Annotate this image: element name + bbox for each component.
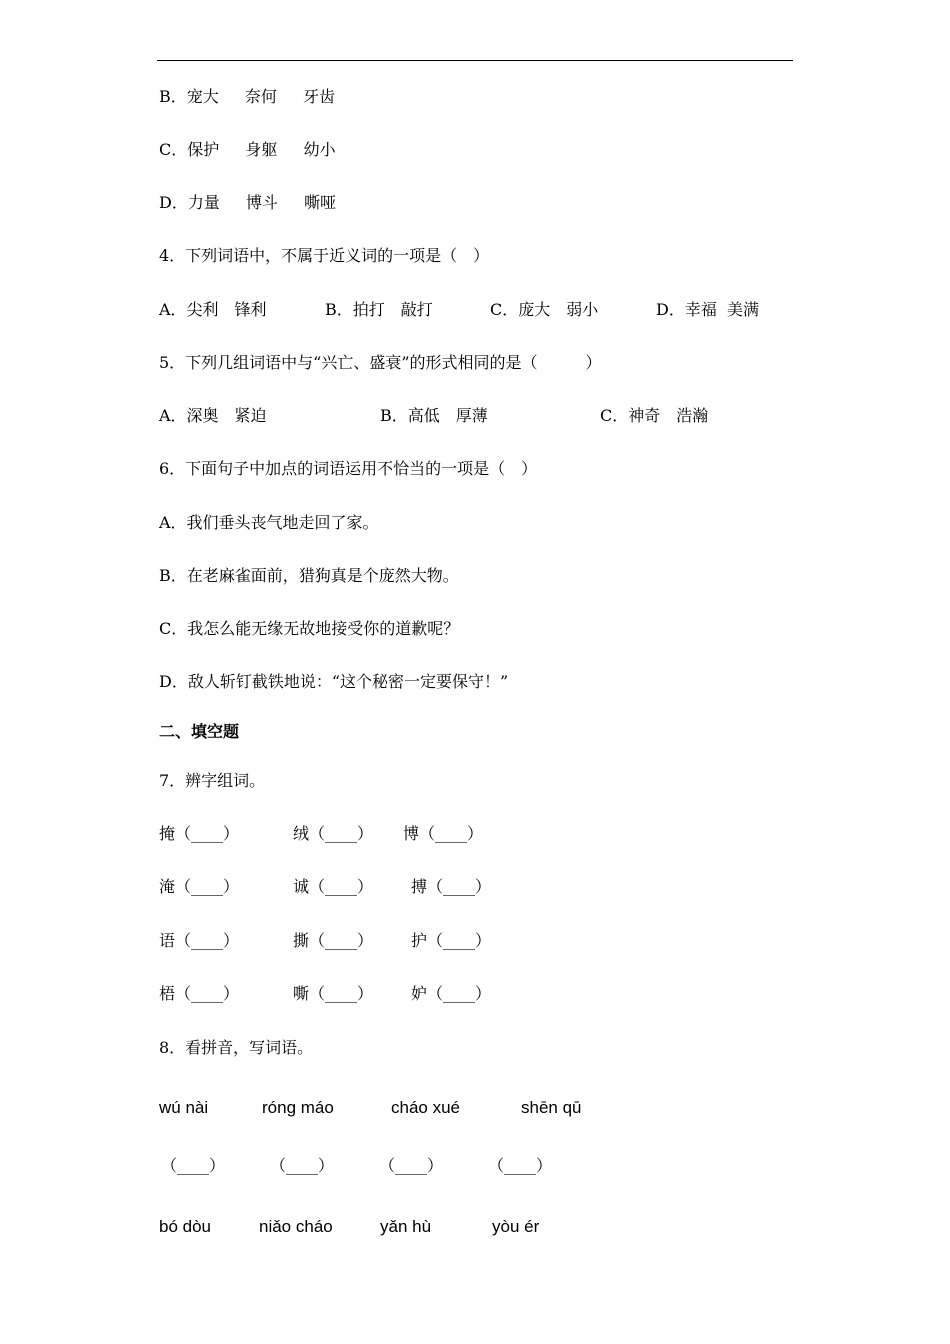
q7-stem: 7．辨字组词。	[159, 771, 266, 790]
answer-blank: （____）	[270, 1156, 335, 1175]
q5-option-b: B．高低 厚薄	[380, 406, 488, 425]
q7-cell: 撕（____）	[293, 931, 374, 950]
pinyin: róng máo	[262, 1098, 334, 1117]
q7-cell: 梧（____）	[159, 984, 240, 1003]
header-rule	[157, 60, 793, 61]
q8-stem: 8．看拼音，写词语。	[159, 1038, 314, 1057]
q6-stem: 6．下面句子中加点的词语运用不恰当的一项是（ ）	[159, 459, 538, 478]
q4-option-d: D．幸福 美满	[656, 300, 760, 319]
q7-cell: 淹（____）	[159, 877, 240, 896]
answer-blank: （____）	[379, 1156, 444, 1175]
answer-blank: （____）	[161, 1156, 226, 1175]
section-title: 二、填空题	[159, 722, 240, 741]
q7-cell: 语（____）	[159, 931, 240, 950]
answer-blank: （____）	[488, 1156, 553, 1175]
q7-cell: 妒（____）	[411, 984, 492, 1003]
q6-option-a: A．我们垂头丧气地走回了家。	[159, 513, 379, 532]
q5-stem: 5．下列几组词语中与“兴亡、盛衰”的形式相同的是（ ）	[159, 353, 602, 372]
pinyin: wú nài	[159, 1098, 209, 1117]
option-b-prev: B．宠大 奈何 牙齿	[159, 87, 336, 106]
q7-cell: 诚（____）	[293, 877, 374, 896]
q4-stem: 4．下列词语中，不属于近义词的一项是（ ）	[159, 246, 490, 265]
q7-cell: 护（____）	[411, 931, 492, 950]
q7-cell: 博（____）	[403, 824, 484, 843]
q7-cell: 嘶（____）	[293, 984, 374, 1003]
pinyin: niǎo cháo	[259, 1217, 333, 1236]
q7-cell: 搏（____）	[411, 877, 492, 896]
q6-option-c: C．我怎么能无缘无故地接受你的道歉呢？	[159, 619, 460, 638]
q7-cell: 掩（____）	[159, 824, 240, 843]
pinyin: shēn qū	[521, 1098, 582, 1117]
q4-option-b: B．拍打 敲打	[325, 300, 433, 319]
option-d-prev: D．力量 博斗 嘶哑	[159, 193, 337, 212]
q5-option-a: A．深奥 紧迫	[159, 406, 267, 425]
pinyin: yòu ér	[492, 1217, 540, 1236]
pinyin: bó dòu	[159, 1217, 211, 1236]
pinyin: cháo xué	[391, 1098, 460, 1117]
q6-option-d: D．敌人斩钉截铁地说：“这个秘密一定要保守！”	[159, 672, 509, 691]
q6-option-b: B．在老麻雀面前，猎狗真是个庞然大物。	[159, 566, 459, 585]
q4-option-a: A．尖利 锋利	[159, 300, 267, 319]
q5-option-c: C．神奇 浩瀚	[600, 406, 709, 425]
option-c-prev: C．保护 身躯 幼小	[159, 140, 336, 159]
q4-option-c: C．庞大 弱小	[490, 300, 599, 319]
q7-cell: 绒（____）	[293, 824, 374, 843]
pinyin: yǎn hù	[380, 1217, 432, 1236]
